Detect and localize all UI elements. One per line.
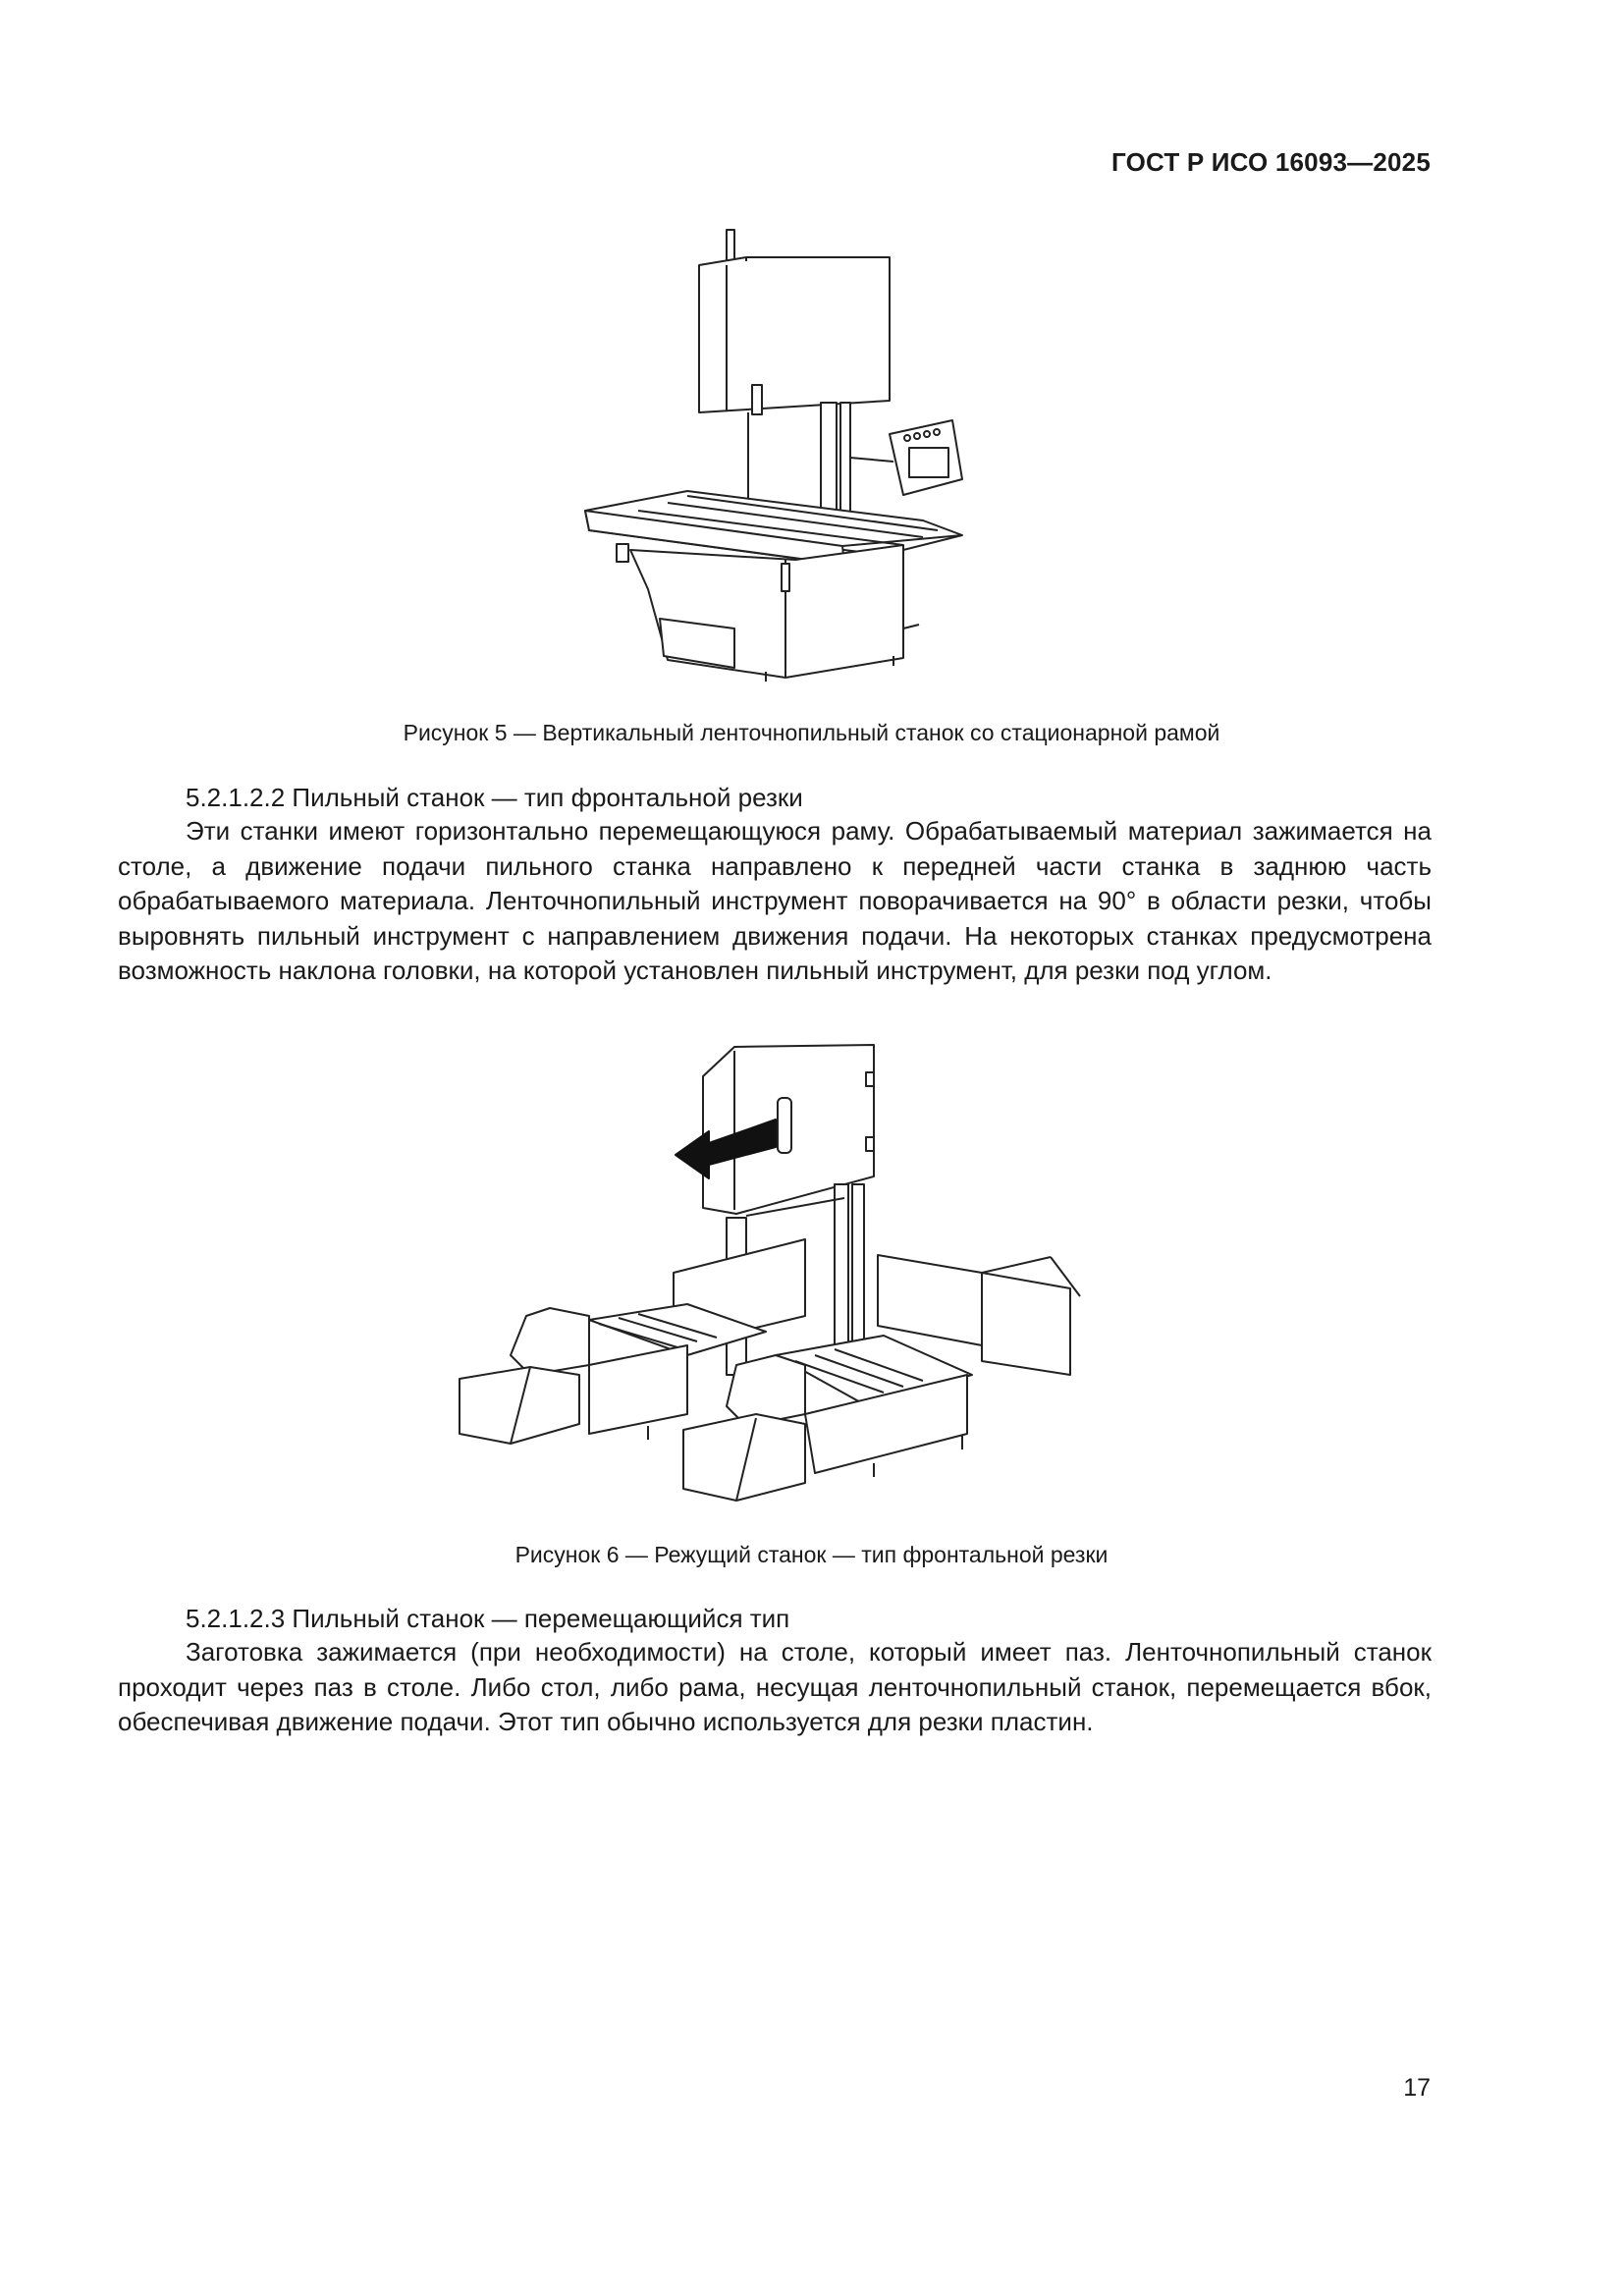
paragraph-5-2-1-2-2: Эти станки имеют горизонтально перемещающуюся раму. Обрабатываемый материал зажимается на столе, а движение подачи пильного станка направлено к передней части станка в заднюю часть обрабатываемого материала. Ленточнопильный инструмент поворачивается на 90° в области резки, чтобы выровнять пильный инструмент с направлением движения подачи. На некоторых станках предусмотрена возможность наклона головки, на которой установлен пильный инструмент, для резки под углом. (118, 816, 1432, 985)
standard-id-header: ГОСТ Р ИСО 16093—2025 (1110, 147, 1431, 177)
figure-6-illustration (0, 1039, 1623, 1510)
page-number: 17 (1403, 2074, 1431, 2102)
section-heading-5-2-1-2-3: 5.2.1.2.3 Пильный станок — перемещающийся тип (186, 1604, 790, 1633)
figure-5-illustration (0, 224, 1623, 695)
figure-5-caption: Рисунок 5 — Вертикальный ленточнопильный станок со стационарной рамой (403, 720, 1220, 745)
paragraph-5-2-1-2-3: Заготовка зажимается (при необходимости) на столе, который имеет паз. Ленточнопильный станок проходит через паз в столе. Либо стол, либо рама, несущая ленточнопильный станок, перемещается вбок, обеспечивая движение подачи. Этот тип обычно используется для резки пластин. (118, 1637, 1432, 1736)
section-heading-5-2-1-2-2: 5.2.1.2.2 Пильный станок — тип фронтальной резки (186, 783, 803, 812)
figure-6-caption: Рисунок 6 — Режущий станок — тип фронтальной резки (514, 1542, 1109, 1567)
